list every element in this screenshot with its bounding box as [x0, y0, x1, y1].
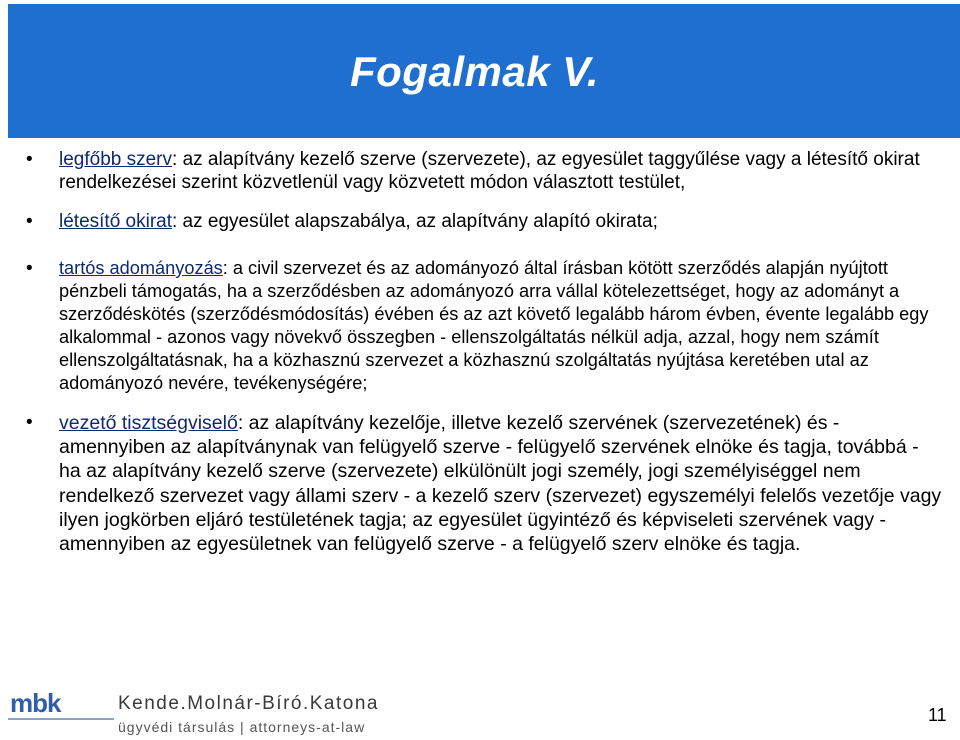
bullet-icon: •: [26, 258, 33, 279]
logo-company-name: Kende.Molnár-Bíró.Katona: [118, 693, 379, 714]
slide-title: Fogalmak V.: [350, 48, 600, 95]
bullet-icon: •: [26, 149, 33, 170]
bullet-icon: •: [26, 211, 33, 232]
definition-item: [26, 257, 944, 395]
definition-term: vezető tisztségviselő: [59, 412, 238, 434]
definition-text: : az alapítvány kezelője, illetve kezelő szervének (szervezetének) és - amennyiben az alapítványnak van felügyelő szerve - felügyelő szervének elnöke és tagja, továbbá - ha az alapítvány kezelő szerve (szervezete) elkülönült jogi személy, jogi személyiséggel nem rendelkező szervezet vagy állami szerv - a kezelő szerv (szervezet) egyszemélyi felelős vezetője vagy ilyen jogkörben eljáró testületének tagja; az egyesület ügyintéző és képviseleti szervének vagy - amennyiben az egyesületnek van felügyelő szerve - a felügyelő szerv elnöke és tagja.: [59, 412, 942, 556]
logo-divider: [8, 718, 114, 720]
definition-list: [26, 148, 944, 556]
definition-text: : az alapítvány kezelő szerve (szervezete), az egyesület taggyűlése vagy a létesítő okirat rendelkezései szerint közvetlenül vagy közvetett módon választott testület,: [59, 149, 920, 193]
title-bar: [8, 4, 960, 138]
bullet-icon: •: [26, 412, 33, 433]
definition-term: tartós adományozás: [59, 258, 223, 278]
logo-mark: mbk: [10, 688, 61, 718]
logo-tagline: ügyvédi társulás | attorneys-at-law: [118, 719, 366, 735]
definition-text: : az egyesület alapszabálya, az alapítvány alapító okirata;: [172, 211, 658, 232]
definition-term: létesítő okirat: [59, 211, 172, 232]
definition-term: legfőbb szerv: [59, 149, 173, 170]
definition-item: [26, 210, 944, 233]
company-logo: [4, 688, 444, 738]
definition-item: [26, 148, 944, 194]
page-number: 11: [928, 705, 947, 725]
definition-text: : a civil szervezet és az adományozó által írásban kötött szerződés alapján nyújtott pénzbeli támogatás, ha a szerződésben az adományozó arra vállal kötelezettséget, hogy az adományt a szerződéskötés (szerződésmódosítás) évében és az azt követő legalább három évben, évente legalább egy alkalommal - azonos vagy növekvő összegben - ellenszolgáltatás nélkül adja, azzal, hogy nem számít ellenszolgáltatásnak, ha a közhasznú szervezet a közhasznú szolgáltatás nyújtása keretében utal az adományozó nevére, tevékenységére;: [59, 258, 929, 393]
definition-item: [26, 411, 944, 556]
